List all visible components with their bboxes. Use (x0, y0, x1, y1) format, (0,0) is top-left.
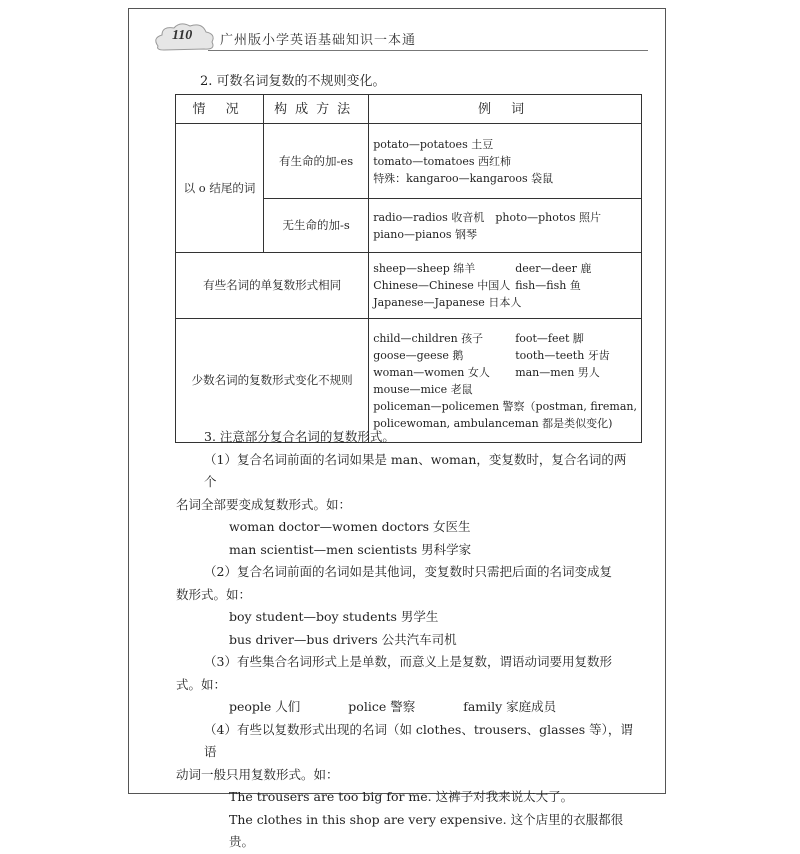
examples-nonliving (369, 199, 642, 253)
example-item: sheep—sheep 绵羊 (373, 262, 476, 275)
method-nonliving: 无生命的加-s (264, 199, 369, 253)
example-line: 特殊：kangaroo—kangaroos 袋鼠 (373, 171, 554, 185)
rule-2-cont: 数形式。如： (176, 586, 252, 602)
rule-1-example: man scientist—men scientists 男科学家 (229, 541, 472, 557)
example-item: man—men 男人 (515, 365, 600, 379)
examples-irregular (369, 319, 642, 443)
col-header-method: 构成方法 (264, 95, 369, 124)
rule-3: （3）有些集合名词形式上是单数，而意义上是复数，谓语动词要用复数形 (204, 654, 612, 669)
example-line: tomato—tomatoes 西红柿 (373, 154, 511, 168)
rule-4-cont: 动词一般只用复数形式。如： (176, 766, 339, 782)
rule-4-example: The clothes in this shop are very expensive. 这个店里的衣服都很贵。 (229, 811, 624, 849)
example-item: tooth—teeth 牙齿 (515, 348, 610, 362)
rule-3-cont: 式。如： (176, 676, 227, 692)
example-line: policeman—policemen 警察（postman, fireman, (373, 399, 637, 413)
book-title: 广州版小学英语基础知识一本通 (220, 33, 417, 48)
rule-4: （4）有些以复数形式出现的名词（如 clothes、trousers、glasses 等），谓语 (204, 721, 633, 759)
method-living: 有生命的加-es (264, 124, 369, 199)
examples-same-form (369, 253, 642, 319)
case-irregular: 少数名词的复数形式变化不规则 (176, 319, 369, 443)
rule-2-example: boy student—boy students 男学生 (229, 609, 439, 624)
table-row (176, 124, 642, 199)
table-row (176, 319, 642, 443)
examples-living (369, 124, 642, 199)
table-row (176, 253, 642, 319)
example-line: radio—radios 收音机 photo—photos 照片 (373, 210, 602, 224)
page-number: 110 (172, 28, 193, 43)
col-header-example: 例 词 (369, 95, 642, 124)
example-line: potato—potatoes 土豆 (373, 137, 494, 151)
example-item: woman—women 女人 (373, 365, 490, 379)
section-3-title: 3. 注意部分复合名词的复数形式。 (204, 429, 395, 444)
example-item: fish—fish 鱼 (515, 279, 581, 292)
rule-2-example: bus driver—bus drivers 公共汽车司机 (229, 631, 457, 647)
example-item: Chinese—Chinese 中国人 (373, 279, 511, 292)
plural-table (175, 94, 642, 443)
example-item: Japanese—Japanese 日本人 (373, 296, 522, 309)
rule-2: （2）复合名词前面的名词如是其他词，变复数时只需把后面的名词变成复 (204, 564, 612, 579)
example-item: people 人们 (229, 699, 301, 714)
example-item: foot—feet 脚 (515, 331, 584, 345)
case-same-form: 有些名词的单复数形式相同 (176, 253, 369, 319)
col-header-case: 情 况 (176, 95, 264, 124)
example-item: deer—deer 鹿 (515, 262, 592, 275)
example-item: child—children 孩子 (373, 331, 484, 345)
example-item: police 警察 (348, 699, 416, 714)
example-item: goose—geese 鹅 (373, 348, 464, 362)
page-header (150, 20, 650, 54)
example-item: family 家庭成员 (463, 699, 557, 714)
example-line: policewoman, ambulanceman 都是类似变化) (373, 416, 613, 430)
example-line: piano—pianos 钢琴 (373, 227, 477, 241)
section-2-title: 2. 可数名词复数的不规则变化。 (200, 74, 386, 89)
table-header-row (176, 95, 642, 124)
rule-3-examples (196, 696, 636, 719)
rule-4-example: The trousers are too big for me. 这裤子对我来说太大了。 (229, 789, 574, 804)
case-ends-in-o: 以 o 结尾的词 (176, 124, 264, 253)
rule-1: （1）复合名词前面的名词如果是 man、woman，变复数时，复合名词的两个 (204, 451, 627, 489)
example-item: mouse—mice 老鼠 (373, 382, 473, 396)
header-rule (208, 50, 648, 51)
rule-1-example: woman doctor—women doctors 女医生 (229, 519, 471, 534)
rule-1-cont: 名词全部要变成复数形式。如： (176, 496, 352, 512)
section-3 (176, 426, 636, 854)
